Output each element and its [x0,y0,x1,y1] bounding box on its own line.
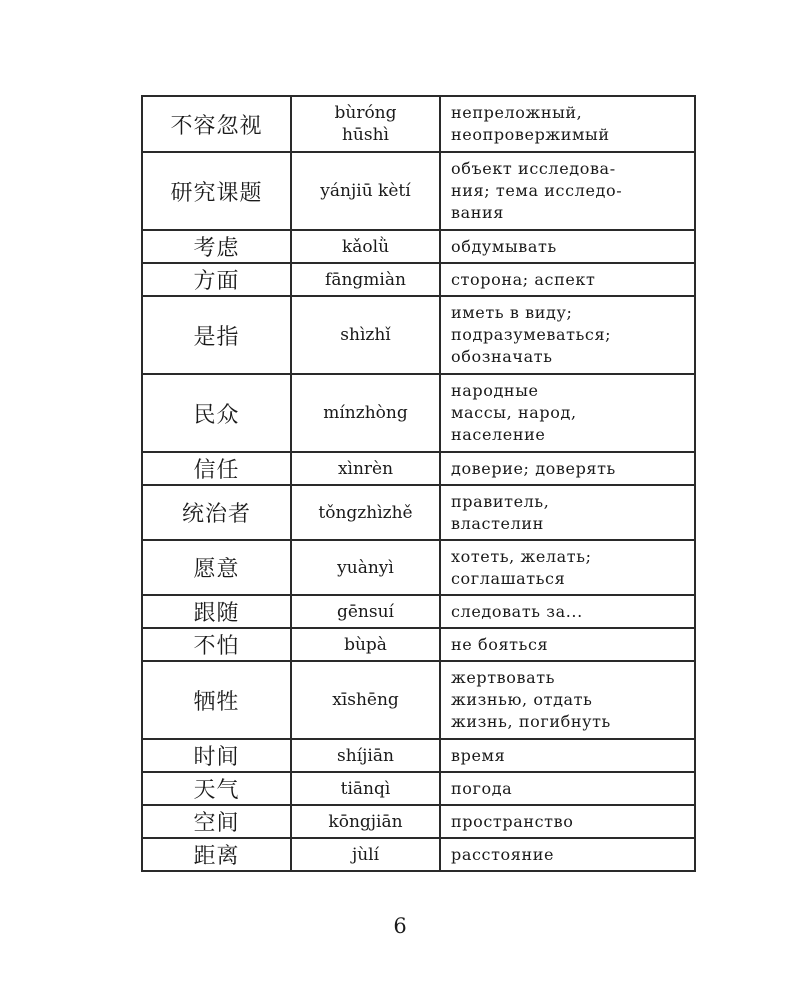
translation-cell: доверие; доверять [440,452,695,485]
pinyin-cell: kōngjiān [291,805,440,838]
hanzi-cell: 信任 [142,452,291,485]
table-row [142,263,695,296]
pinyin-cell: fāngmiàn [291,263,440,296]
pinyin-cell: bùróng hūshì [291,96,440,152]
translation-cell: непреложный, неопровержимый [440,96,695,152]
hanzi-cell: 空间 [142,805,291,838]
table-row [142,296,695,374]
table-row [142,230,695,263]
translation-cell: народные массы, народ, население [440,374,695,452]
translation-cell: сторона; аспект [440,263,695,296]
translation-cell: не бояться [440,628,695,661]
table-row [142,374,695,452]
hanzi-cell: 不容忽视 [142,96,291,152]
translation-cell: следовать за... [440,595,695,628]
table-row [142,485,695,540]
table-row [142,96,695,152]
pinyin-cell: mínzhòng [291,374,440,452]
hanzi-cell: 方面 [142,263,291,296]
translation-cell: жертвовать жизнью, отдать жизнь, погибнуть [440,661,695,739]
pinyin-cell: gēnsuí [291,595,440,628]
table-row [142,540,695,595]
hanzi-cell: 距离 [142,838,291,871]
pinyin-cell: yuànyì [291,540,440,595]
table-row [142,452,695,485]
translation-cell: обдумывать [440,230,695,263]
translation-cell: время [440,739,695,772]
table-row [142,595,695,628]
table-row [142,661,695,739]
hanzi-cell: 牺牲 [142,661,291,739]
pinyin-cell: tǒngzhìzhě [291,485,440,540]
pinyin-cell: shíjiān [291,739,440,772]
hanzi-cell: 是指 [142,296,291,374]
hanzi-cell: 民众 [142,374,291,452]
table-row [142,805,695,838]
page-number: 6 [393,914,407,938]
hanzi-cell: 考虑 [142,230,291,263]
hanzi-cell: 天气 [142,772,291,805]
pinyin-cell: kǎolǜ [291,230,440,263]
pinyin-cell: shìzhǐ [291,296,440,374]
table-row [142,739,695,772]
hanzi-cell: 研究课题 [142,152,291,230]
translation-cell: погода [440,772,695,805]
hanzi-cell: 时间 [142,739,291,772]
pinyin-cell: xìnrèn [291,452,440,485]
hanzi-cell: 跟随 [142,595,291,628]
translation-cell: объект исследова- ния; тема исследо- вания [440,152,695,230]
pinyin-cell: bùpà [291,628,440,661]
hanzi-cell: 统治者 [142,485,291,540]
hanzi-cell: 愿意 [142,540,291,595]
hanzi-cell: 不怕 [142,628,291,661]
pinyin-cell: xīshēng [291,661,440,739]
table-row [142,838,695,871]
translation-cell: хотеть, желать; соглашаться [440,540,695,595]
table-row [142,628,695,661]
vocabulary-table [141,95,696,872]
pinyin-cell: tiānqì [291,772,440,805]
table-row [142,772,695,805]
table-row [142,152,695,230]
pinyin-cell: jùlí [291,838,440,871]
translation-cell: правитель, властелин [440,485,695,540]
translation-cell: пространство [440,805,695,838]
translation-cell: иметь в виду; подразумеваться; обозначать [440,296,695,374]
pinyin-cell: yánjiū kètí [291,152,440,230]
translation-cell: расстояние [440,838,695,871]
